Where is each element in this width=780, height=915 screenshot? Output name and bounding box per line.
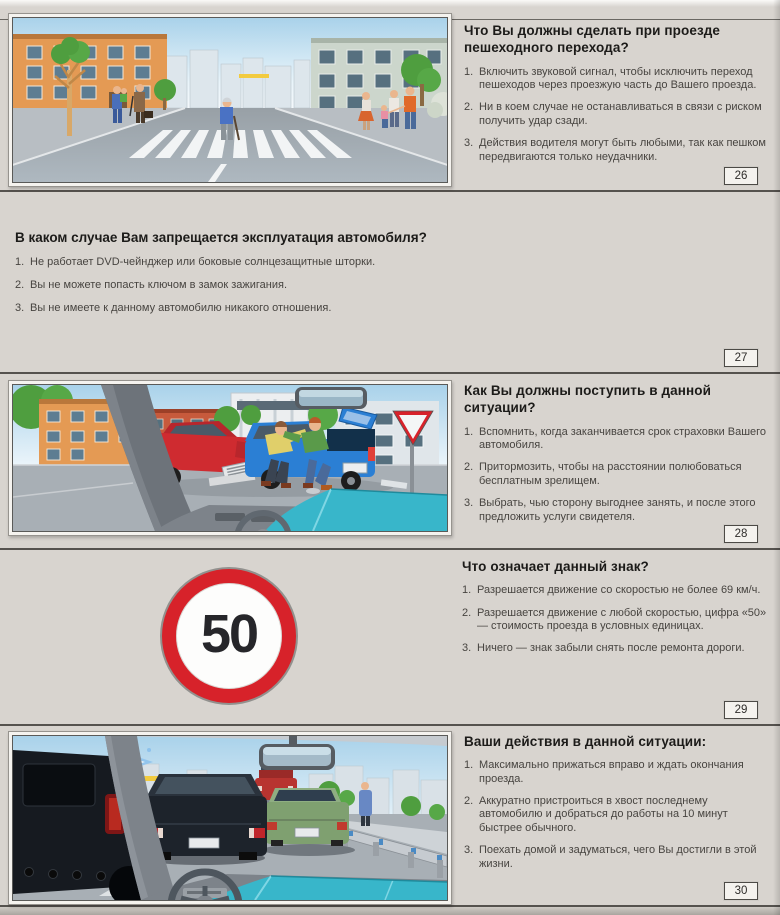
question-block-30: [0, 726, 780, 907]
question-block-29: [0, 550, 780, 726]
answer-item: 1. Включить звуковой сигнал, чтобы исключить переход пешеходов через проезжую часть до Вашего проезда.: [464, 65, 757, 91]
question-26-title: Что Вы должны сделать при проезде пешеходного перехода?: [464, 23, 721, 56]
answer-item: 3. Выбрать, чью сторону выгоднее занять, и после этого предложить услуги свидетеля.: [464, 497, 756, 523]
question-number-badge: 27: [724, 349, 758, 367]
question-block-27: [0, 192, 780, 374]
question-26-text: [464, 13, 770, 187]
speed-limit-50-sign: [162, 569, 296, 703]
question-30-answers: [464, 759, 770, 871]
question-29-title: Что означает данный знак?: [462, 559, 649, 574]
illustration-accident-scene: [8, 380, 452, 536]
answer-item: 1. Вспомнить, когда заканчивается срок страховки Вашего автомобиля.: [464, 425, 767, 451]
question-27-answers: [15, 256, 655, 315]
answer-item: 2. Аккуратно пристроиться в хвост последнему автомобилю и добраться до работы на 10 минут быстрее обычного.: [464, 795, 728, 834]
pedestrian-crossing-scene-image: [12, 17, 448, 183]
answer-item: 2. Ни в коем случае не останавливаться в связи с риском получить удар сзади.: [464, 101, 762, 127]
question-28-title: Как Вы должны поступить в данной ситуации?: [464, 383, 711, 416]
question-28-text: [464, 380, 770, 536]
illustration-pedestrian-crossing: [8, 13, 452, 187]
question-29-text: [462, 556, 768, 703]
answer-item: 2. Разрешается движение с любой скоростью, цифра «50» — стоимость проезда в условных единицах.: [462, 606, 767, 633]
answer-item: 3. Вы не имеете к данному автомобилю никакого отношения.: [15, 301, 332, 314]
question-number-badge: 28: [724, 525, 758, 543]
illustration-traffic-scene: [8, 731, 452, 905]
question-27-title: В каком случае Вам запрещается эксплуатация автомобиля?: [15, 230, 427, 245]
answer-item: 3. Действия водителя могут быть любыми, так как пешком передвигаются только неудачники.: [464, 137, 766, 163]
question-30-title: Ваши действия в данной ситуации:: [464, 734, 707, 749]
answer-item: 1. Разрешается движение со скоростью не более 69 км/ч.: [462, 584, 761, 597]
question-number-badge: 30: [724, 882, 758, 900]
question-number-badge: 26: [724, 167, 758, 185]
question-block-26: [0, 0, 780, 192]
sign-area: [8, 556, 450, 703]
question-block-28: [0, 374, 780, 550]
answer-item: 3. Поехать домой и задуматься, чего Вы достигли в этой жизни.: [464, 844, 757, 870]
question-30-text: [464, 731, 770, 905]
accident-fight-scene-image: [12, 384, 448, 532]
answer-item: 3. Ничего — знак забыли снять после ремонта дороги.: [462, 642, 745, 655]
answer-item: 2. Притормозить, чтобы на расстоянии полюбоваться бесплатным зрелищем.: [464, 461, 742, 487]
traffic-jam-scene-image: [12, 735, 448, 901]
speed-limit-value: 50: [200, 604, 258, 664]
answer-item: 1. Не работает DVD-чейнджер или боковые солнцезащитные шторки.: [15, 256, 376, 268]
question-28-answers: [464, 426, 770, 524]
answer-item: 1. Максимально прижаться вправо и ждать окончания проезда.: [464, 759, 744, 785]
question-29-answers: [462, 584, 768, 656]
question-number-badge: 29: [724, 701, 758, 719]
question-26-answers: [464, 66, 770, 164]
page-bottom-edge: [0, 907, 780, 915]
answer-item: 2. Вы не можете попасть ключом в замок зажигания.: [15, 278, 288, 291]
